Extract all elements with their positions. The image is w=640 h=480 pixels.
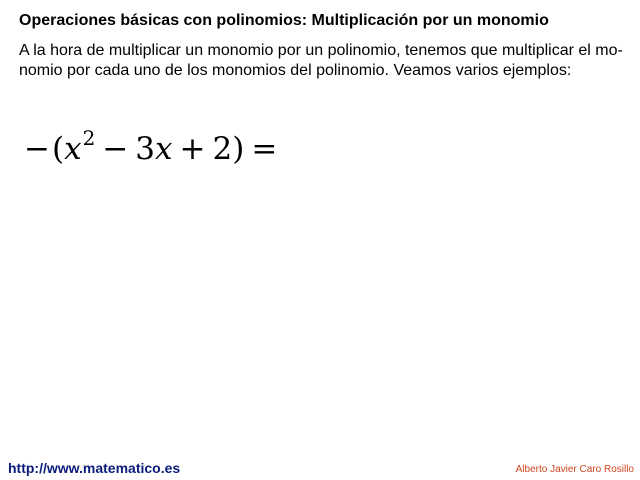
intro-paragraph: [19, 41, 629, 81]
example-formula: [24, 126, 284, 172]
formula-close-paren: ): [232, 131, 245, 167]
slide-title: Operaciones básicas con polinomios: Multiplicación por un monomio: [19, 12, 549, 29]
formula-equals: =: [251, 131, 278, 167]
formula-lead-sign: −: [24, 131, 50, 167]
author-credit: Alberto Javier Caro Rosillo: [515, 464, 634, 475]
website-link[interactable]: http://www.matematico.es: [8, 460, 181, 476]
formula-minus: −: [102, 131, 129, 167]
formula-coefficient: 3: [135, 131, 156, 167]
formula-variable-x: x: [64, 131, 82, 167]
formula-exponent: 2: [82, 126, 96, 150]
formula-constant: 2: [212, 131, 233, 167]
formula-plus: +: [179, 131, 206, 167]
intro-line-2: nomio por cada uno de los monomios del polinomio. Veamos varios ejemplos:: [19, 62, 572, 79]
formula-open-paren: (: [51, 131, 65, 167]
formula-variable-x-linear: x: [155, 131, 173, 167]
intro-line-1: A la hora de multiplicar un monomio por un polinomio, tenemos que multiplicar el mo-: [19, 42, 623, 59]
